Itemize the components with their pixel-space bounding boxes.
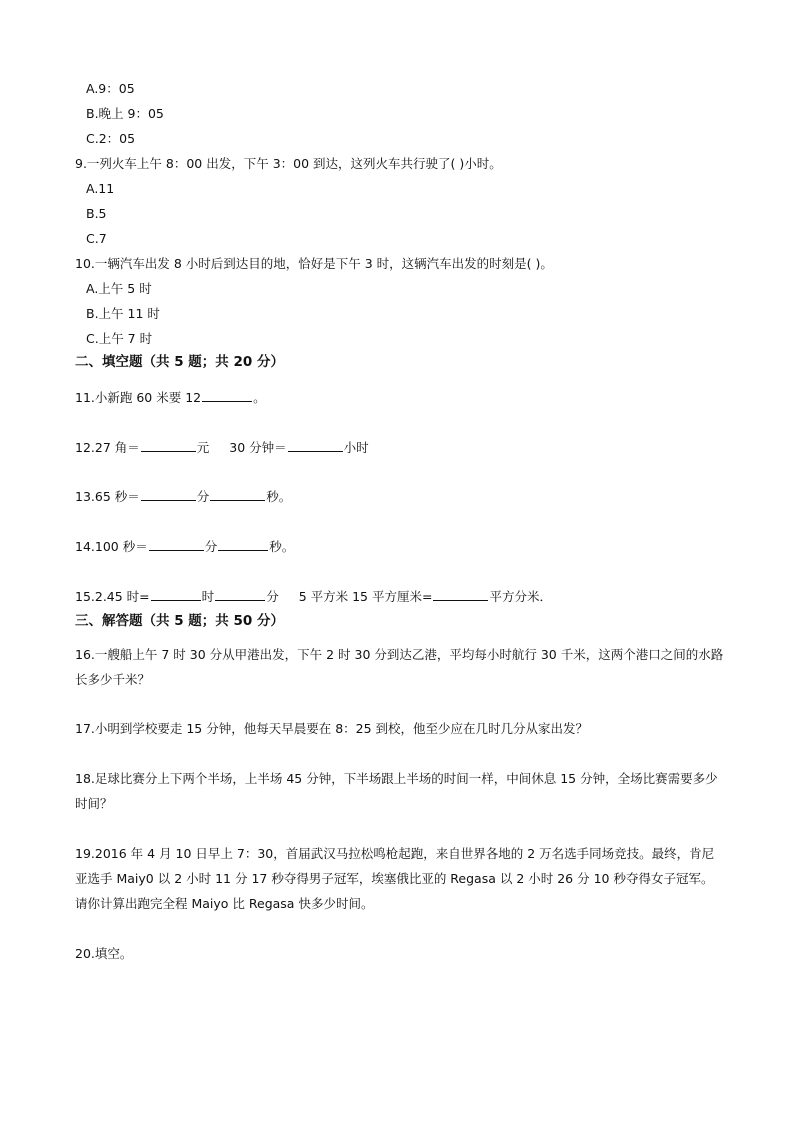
q12-unit-a: 元	[196, 440, 210, 455]
q11-text: 11.小新跑 60 米要 12	[75, 390, 202, 405]
q14-text: 14.100 秒＝	[75, 539, 148, 554]
q12-text-c: 30 分钟＝	[229, 440, 287, 455]
q10-option-b: B.上午 11 时	[86, 306, 160, 321]
q12-text-a: 12.27 角＝	[75, 440, 140, 455]
q11-end: 。	[253, 390, 266, 405]
q8-option-b: B.晚上 9：05	[86, 106, 164, 121]
section2-heading: 二、填空题（共 5 题；共 20 分）	[75, 354, 284, 370]
q8-option-c: C.2：05	[86, 131, 136, 146]
q18: 18.足球比赛分上下两个半场，上半场 45 分钟，下半场跟上半场的时间一样，中间休息 15 分钟，全场比赛需要多少时间？	[75, 771, 718, 811]
q19: 19.2016 年 4 月 10 日早上 7：30，首届武汉马拉松鸣枪起跑，来自世界各地的 2 万名选手同场竞技。最终，肯尼亚选手 Maiy0 以 2 小时 11 分 17 秒夺得男子冠军，埃塞俄比亚的 Regasa 以 2 小时 26 分 10 秒夺得女子冠军。请你计算出跑完全程 Maiyo 比 Regasa 快多少时间。	[75, 846, 715, 911]
q14-unit-b: 分	[204, 539, 218, 554]
q13	[75, 488, 291, 505]
q11	[75, 389, 266, 406]
q14-blank-2[interactable]	[218, 538, 268, 551]
q15-blank-3[interactable]	[433, 588, 488, 601]
q13-unit-b: 分	[196, 489, 210, 504]
q13-blank-2[interactable]	[210, 488, 265, 501]
q9-option-c: C.7	[86, 231, 107, 246]
q9-option-a: A.11	[86, 181, 115, 196]
q12	[75, 439, 369, 456]
q16: 16.一艘船上午 7 时 30 分从甲港出发，下午 2 时 30 分到达乙港，平均每小时航行 30 千米，这两个港口之间的水路长多少千米？	[75, 647, 724, 687]
q15	[75, 588, 552, 605]
q9-option-b: B.5	[86, 206, 107, 221]
q12-blank-2[interactable]	[288, 439, 343, 452]
q15-unit-c: 分	[266, 589, 279, 604]
q20: 20.填空。	[75, 946, 133, 961]
q14-blank-1[interactable]	[149, 538, 204, 551]
q14-unit-c: 秒。	[269, 539, 295, 554]
q12-unit-d: 小时	[343, 440, 369, 455]
q10-stem: 10.一辆汽车出发 8 小时后到达目的地，恰好是下午 3 时，这辆汽车出发的时刻是( )。	[75, 256, 553, 271]
q15-text: 15.2.45 时=	[75, 589, 150, 604]
q15-text-d: 5 平方米 15 平方厘米=	[298, 589, 433, 604]
q13-text: 13.65 秒＝	[75, 489, 140, 504]
q10-option-c: C.上午 7 时	[86, 331, 153, 346]
q10-option-a: A.上午 5 时	[86, 281, 152, 296]
q9-stem: 9.一列火车上午 8：00 出发，下午 3：00 到达，这列火车共行驶了( )小时。	[75, 156, 502, 171]
q15-blank-2[interactable]	[215, 588, 265, 601]
q11-blank[interactable]	[202, 389, 252, 402]
q15-unit-e: 平方分米．	[489, 589, 552, 604]
q13-unit-c: 秒。	[266, 489, 292, 504]
q14	[75, 538, 294, 555]
section3-heading: 三、解答题（共 5 题；共 50 分）	[75, 613, 284, 629]
q15-unit-b: 时	[201, 589, 215, 604]
q17: 17.小明到学校要走 15 分钟，他每天早晨要在 8：25 到校，他至少应在几时几分从家出发？	[75, 721, 589, 736]
q13-blank-1[interactable]	[141, 488, 196, 501]
q8-option-a: A.9：05	[86, 81, 135, 96]
q15-blank-1[interactable]	[151, 588, 201, 601]
q12-blank-1[interactable]	[141, 439, 196, 452]
